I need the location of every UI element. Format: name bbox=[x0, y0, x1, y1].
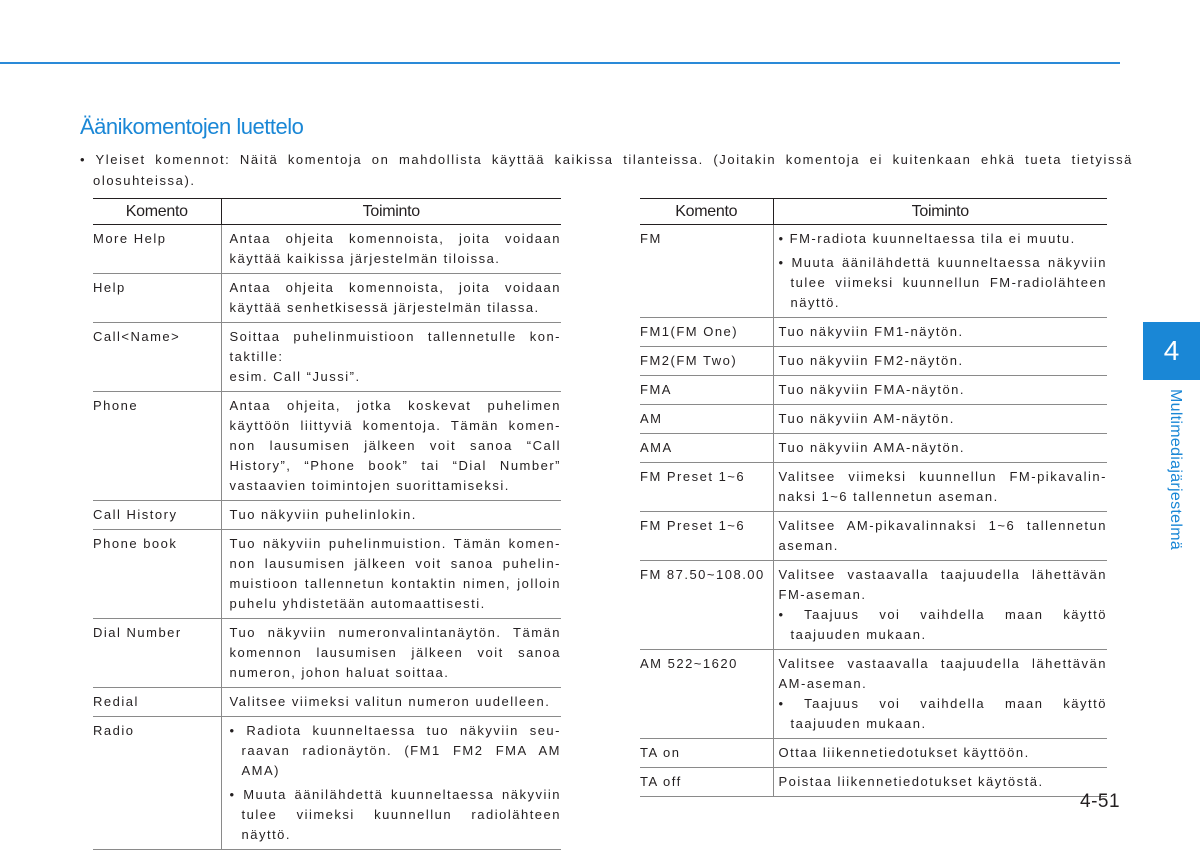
action-bullet: • Taajuus voi vaihdella maan käyttö taajuuden mukaan. bbox=[778, 607, 1107, 642]
command-cell: AM bbox=[640, 405, 773, 434]
header-action: Toiminto bbox=[221, 199, 561, 225]
action-bullet: • Muuta äänilähdettä kuunneltaessa näkyviin tulee viimeksi kuunnellun radiolähteen näyttö. bbox=[229, 787, 561, 842]
command-cell: FM 87.50~108.00 bbox=[640, 561, 773, 650]
command-cell: TA on bbox=[640, 739, 773, 768]
command-cell: FM2(FM Two) bbox=[640, 347, 773, 376]
command-cell: AM 522~1620 bbox=[640, 650, 773, 739]
table-row bbox=[640, 768, 1107, 797]
command-cell: Call History bbox=[93, 501, 221, 530]
action-cell: Tuo näkyviin puhelinlokin. bbox=[221, 501, 561, 530]
table-row bbox=[93, 717, 561, 850]
table-header-row bbox=[93, 199, 561, 225]
top-rule bbox=[0, 62, 1120, 64]
command-cell: Phone book bbox=[93, 530, 221, 619]
command-cell: Call<Name> bbox=[93, 323, 221, 392]
chapter-title: Multimediajärjestelmä bbox=[1167, 389, 1184, 551]
action-cell: Tuo näkyviin numeronvalintanäytön. Tämän komennon lausumisen jälkeen voit sanoa numeron, johon haluat soittaa. bbox=[221, 619, 561, 688]
action-cell: Antaa ohjeita komennoista, joita voidaan käyttää kaikissa järjestelmän tiloissa. bbox=[221, 225, 561, 274]
table-row bbox=[640, 405, 1107, 434]
action-cell: Poistaa liikennetiedotukset käytöstä. bbox=[773, 768, 1107, 797]
table-row bbox=[93, 619, 561, 688]
table-body bbox=[640, 225, 1107, 797]
header-command: Komento bbox=[93, 199, 221, 225]
action-cell: Valitsee viimeksi valitun numeron uudelleen. bbox=[221, 688, 561, 717]
command-cell: FM Preset 1~6 bbox=[640, 512, 773, 561]
action-cell: Tuo näkyviin FM1-näytön. bbox=[773, 318, 1107, 347]
table-row bbox=[640, 512, 1107, 561]
command-cell: Redial bbox=[93, 688, 221, 717]
action-bullet: • Taajuus voi vaihdella maan käyttö taajuuden mukaan. bbox=[778, 696, 1107, 731]
action-cell: Tuo näkyviin AM-näytön. bbox=[773, 405, 1107, 434]
table-row bbox=[93, 323, 561, 392]
table-body bbox=[93, 225, 561, 850]
table-row bbox=[640, 739, 1107, 768]
intro-paragraph: • Yleiset komennot: Näitä komentoja on mahdollista käyttää kaikissa tilanteissa. (Joitakin komentoja ei kuitenkaan ehkä tueta tietyissä olosuhteissa). bbox=[80, 152, 1133, 188]
action-cell: Ottaa liikennetiedotukset käyttöön. bbox=[773, 739, 1107, 768]
action-cell: Antaa ohjeita komennoista, joita voidaan käyttää senhetkisessä järjestelmän tilassa. bbox=[221, 274, 561, 323]
action-bullet: • Radiota kuunneltaessa tuo näkyviin seu-raavan radionäytön. (FM1 FM2 FMA AM AMA) bbox=[229, 723, 561, 778]
action-cell: Valitsee viimeksi kuunnellun FM-pikavalin-naksi 1~6 tallennetun aseman. bbox=[773, 463, 1107, 512]
command-cell: Dial Number bbox=[93, 619, 221, 688]
table-row bbox=[640, 376, 1107, 405]
command-cell: TA off bbox=[640, 768, 773, 797]
action-line: Soittaa puhelinmuistioon tallennetulle kon-taktille: bbox=[229, 329, 561, 364]
action-cell bbox=[221, 717, 561, 850]
table-row bbox=[93, 530, 561, 619]
commands-table-left bbox=[93, 198, 561, 850]
command-cell: Phone bbox=[93, 392, 221, 501]
action-cell: Antaa ohjeita, jotka koskevat puhelimen käyttöön liittyviä komentoja. Tämän komen-non lausumisen jälkeen voit sanoa “Call History”, “Phone book” tai “Dial Number” vastaavien toimintojen suorittamiseksi. bbox=[221, 392, 561, 501]
chapter-tab: 4 bbox=[1143, 322, 1200, 380]
table-row bbox=[93, 392, 561, 501]
table-header-row bbox=[640, 199, 1107, 225]
table-row bbox=[93, 274, 561, 323]
action-bullet: • FM-radiota kuunneltaessa tila ei muutu. bbox=[778, 231, 1076, 246]
table-row bbox=[640, 347, 1107, 376]
table-row bbox=[93, 688, 561, 717]
action-cell bbox=[221, 323, 561, 392]
table-row bbox=[640, 225, 1107, 318]
action-cell: Tuo näkyviin FM2-näytön. bbox=[773, 347, 1107, 376]
command-cell: AMA bbox=[640, 434, 773, 463]
action-cell: Tuo näkyviin puhelinmuistion. Tämän komen-non lausumisen jälkeen voit sanoa puhelin-muistioon tallennetun kontaktin nimen, jolloin puhelu yhdistetään automaattisesti. bbox=[221, 530, 561, 619]
header-command: Komento bbox=[640, 199, 773, 225]
table-row bbox=[93, 225, 561, 274]
table-row bbox=[640, 318, 1107, 347]
action-cell: Valitsee AM-pikavalinnaksi 1~6 tallennetun aseman. bbox=[773, 512, 1107, 561]
page-number: 4-51 bbox=[1080, 791, 1121, 812]
commands-table-right bbox=[640, 198, 1107, 797]
action-cell: Tuo näkyviin FMA-näytön. bbox=[773, 376, 1107, 405]
action-cell bbox=[773, 650, 1107, 739]
action-line: esim. Call “Jussi”. bbox=[229, 369, 361, 384]
table-row bbox=[640, 650, 1107, 739]
command-cell: More Help bbox=[93, 225, 221, 274]
table-row bbox=[93, 501, 561, 530]
command-cell: FM Preset 1~6 bbox=[640, 463, 773, 512]
command-cell: FMA bbox=[640, 376, 773, 405]
action-bullet: • Muuta äänilähdettä kuunneltaessa näkyviin tulee viimeksi kuunnellun FM-radiolähteen näyttö. bbox=[778, 255, 1107, 310]
table-row bbox=[640, 434, 1107, 463]
page-title: Äänikomentojen luettelo bbox=[80, 114, 304, 139]
action-line: Valitsee vastaavalla taajuudella lähettävän FM-aseman. bbox=[778, 567, 1107, 602]
command-cell: FM bbox=[640, 225, 773, 318]
action-cell bbox=[773, 561, 1107, 650]
action-cell bbox=[773, 225, 1107, 318]
header-action: Toiminto bbox=[773, 199, 1107, 225]
command-cell: FM1(FM One) bbox=[640, 318, 773, 347]
action-cell: Tuo näkyviin AMA-näytön. bbox=[773, 434, 1107, 463]
action-line: Valitsee vastaavalla taajuudella lähettävän AM-aseman. bbox=[778, 656, 1107, 691]
command-cell: Radio bbox=[93, 717, 221, 850]
table-row bbox=[640, 463, 1107, 512]
table-row bbox=[640, 561, 1107, 650]
command-cell: Help bbox=[93, 274, 221, 323]
